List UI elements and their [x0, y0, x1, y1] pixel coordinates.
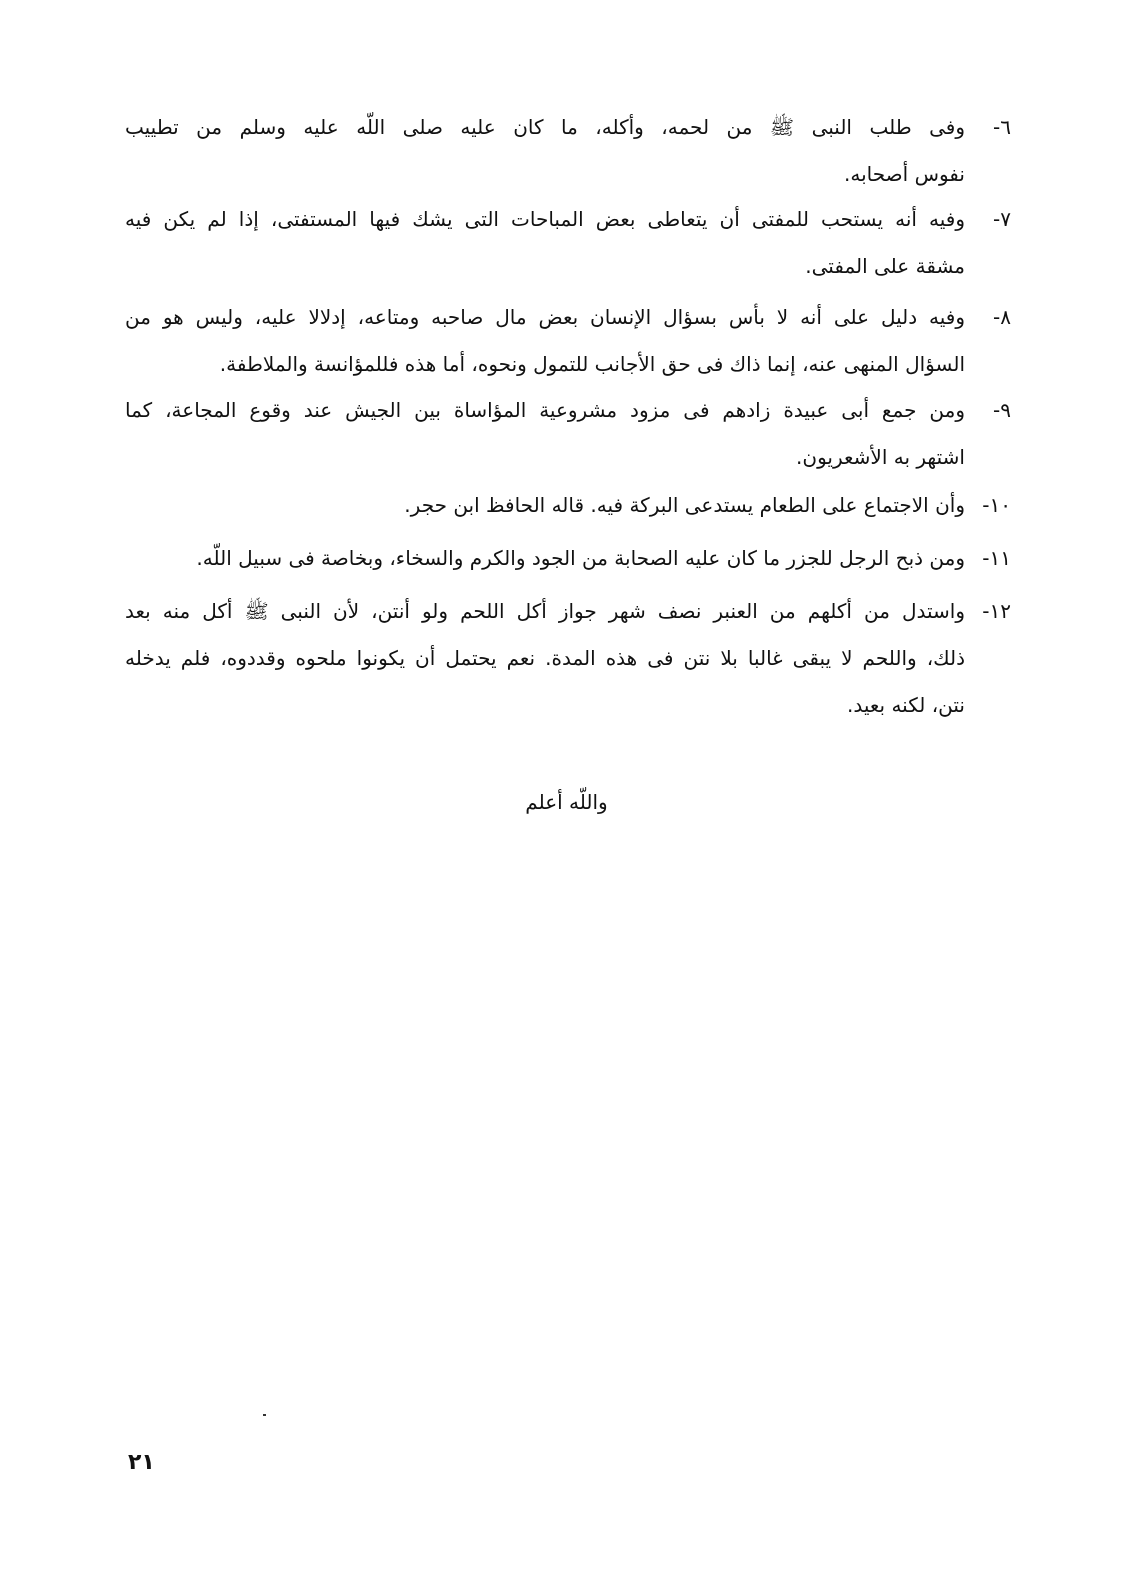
item-line: ومن ذبح الرجل للجزر ما كان عليه الصحابة من الجود والكرم والسخاء، وبخاصة فى سبيل اللّه.: [196, 546, 965, 570]
list-item: [125, 104, 1011, 198]
list-item: [125, 196, 1011, 290]
item-line: السؤال المنهى عنه، إنما ذاك فى حق الأجانب للتمول ونحوه، أما هذه فللمؤانسة والملاطفة.: [219, 352, 965, 376]
item-number: ٧-: [993, 207, 1011, 231]
item-number: ١٢-: [982, 599, 1011, 623]
item-line: وفيه أنه يستحب للمفتى أن يتعاطى بعض المباحات التى يشك فيها المستفتى، إذا لم يكن فيه: [125, 207, 965, 231]
item-number: ١٠-: [982, 493, 1011, 517]
item-line: ومن جمع أبى عبيدة زادهم فى مزود مشروعية المؤاساة بين الجيش عند وقوع المجاعة، كما: [125, 398, 965, 422]
list-item: [125, 588, 1011, 729]
item-line: ذلك، واللحم لا يبقى غالبا بلا نتن فى هذه المدة. نعم يحتمل أن يكونوا ملحوه وقددوه، فلم يدخله: [125, 646, 965, 670]
list-item: [125, 535, 1011, 582]
item-line: وأن الاجتماع على الطعام يستدعى البركة فيه. قاله الحافظ ابن حجر.: [404, 493, 965, 517]
list-item: [125, 387, 1011, 481]
page-number: ٢١: [128, 1450, 155, 1475]
item-line: وفى طلب النبى ﷺ من لحمه، وأكله، ما كان عليه صلى اللّه عليه وسلم من تطييب: [125, 115, 965, 139]
item-line: وفيه دليل على أنه لا بأس بسؤال الإنسان بعض مال صاحبه ومتاعه، إدلالا عليه، وليس هو من: [125, 305, 965, 329]
item-line: واستدل من أكلهم من العنبر نصف شهر جواز أكل اللحم ولو أنتن، لأن النبى ﷺ أكل منه بعد: [125, 599, 965, 623]
list-item: [125, 482, 1011, 529]
closing-phrase: واللّه أعلم: [525, 790, 608, 814]
item-number: ٦-: [993, 115, 1011, 139]
item-number: ٨-: [993, 305, 1011, 329]
item-line: اشتهر به الأشعريون.: [796, 445, 965, 469]
item-line: نفوس أصحابه.: [844, 162, 965, 186]
item-number: ١١-: [982, 546, 1011, 570]
item-number: ٩-: [993, 398, 1011, 422]
scan-mark: [263, 1414, 266, 1416]
item-line: نتن، لكنه بعيد.: [847, 693, 965, 717]
item-line: مشقة على المفتى.: [805, 254, 965, 278]
list-item: [125, 294, 1011, 388]
